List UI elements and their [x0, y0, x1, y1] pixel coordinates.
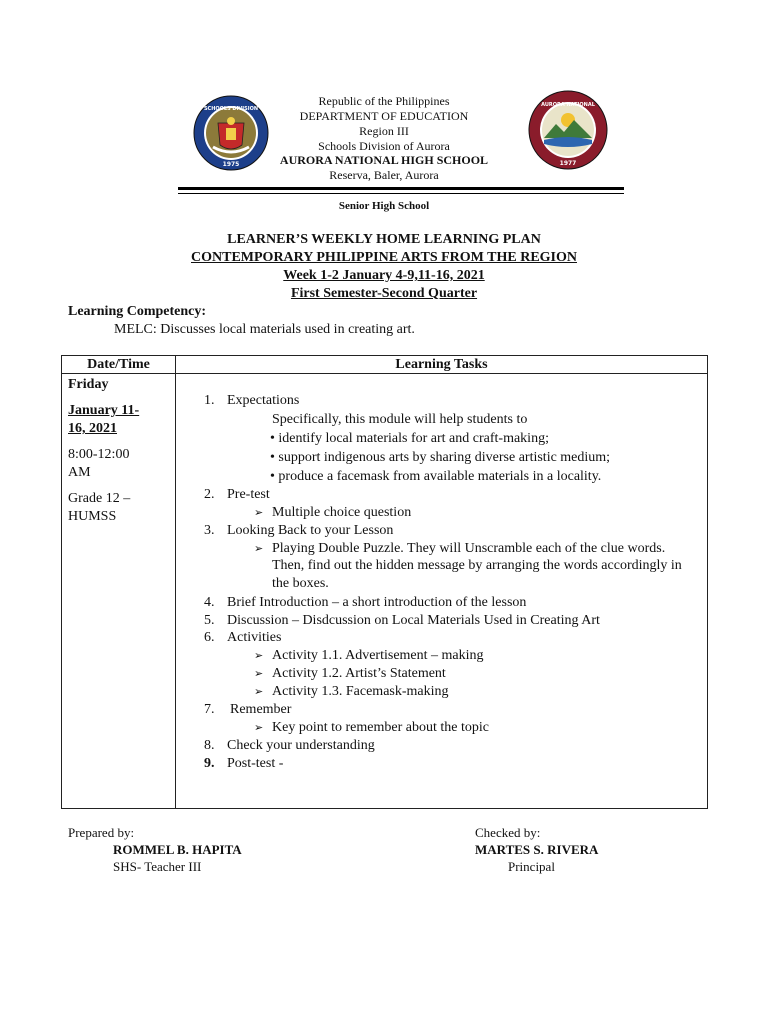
department-line: DEPARTMENT OF EDUCATION — [299, 109, 469, 123]
activity-item: Activity 1.3. Facemask-making — [272, 684, 449, 699]
plan-title: LEARNER’S WEEKLY HOME LEARNING PLAN — [227, 232, 541, 247]
day-label: Friday — [68, 377, 109, 392]
remember-subitem: Key point to remember about the topic — [272, 720, 489, 735]
division-line: Schools Division of Aurora — [318, 139, 450, 153]
svg-text:AURORA NATIONAL: AURORA NATIONAL — [541, 102, 595, 108]
arrow-bullet-icon: ➢ — [254, 722, 264, 734]
prepared-by-title: SHS- Teacher III — [113, 859, 202, 874]
arrow-bullet-icon: ➢ — [254, 668, 264, 680]
school-level: Senior High School — [338, 200, 430, 212]
task-number: 1. — [204, 393, 215, 408]
task-number: 4. — [204, 595, 215, 610]
school-address: Reserva, Baler, Aurora — [329, 168, 439, 182]
date-time-cell — [62, 374, 176, 809]
region-line: Region III — [359, 124, 409, 138]
svg-text:1975: 1975 — [222, 161, 240, 168]
week-title: Week 1-2 January 4-9,11-16, 2021 — [283, 268, 485, 283]
expectation-bullet: • identify local materials for art and craft-making; — [270, 431, 549, 446]
arrow-bullet-icon: ➢ — [254, 686, 264, 698]
checked-by-title: Principal — [508, 859, 555, 874]
task-expectations: Expectations — [227, 393, 300, 408]
activity-item: Activity 1.2. Artist’s Statement — [272, 666, 446, 681]
checked-by-label: Checked by: — [475, 825, 541, 840]
date-line-2: 16, 2021 — [68, 421, 117, 436]
looking-back-subitem: Playing Double Puzzle. They will Unscramble each of the clue words. — [272, 541, 666, 556]
looking-back-subitem-cont: the boxes. — [272, 576, 329, 591]
expectation-bullet: • support indigenous arts by sharing diverse artistic medium; — [270, 450, 611, 465]
prepared-by-label: Prepared by: — [68, 825, 135, 840]
grade-line-2: HUMSS — [68, 509, 117, 524]
svg-text:SCHOOLS DIVISION: SCHOOLS DIVISION — [203, 106, 259, 112]
task-pretest: Pre-test — [227, 487, 270, 502]
subject-title: CONTEMPORARY PHILIPPINE ARTS FROM THE REGION — [191, 250, 577, 265]
task-number: 7. — [204, 702, 215, 717]
prepared-by-name: ROMMEL B. HAPITA — [113, 842, 242, 857]
task-discussion: Discussion – Disdcussion on Local Materials Used in Creating Art — [227, 613, 600, 628]
school-name: AURORA NATIONAL HIGH SCHOOL — [279, 153, 489, 167]
learning-tasks-cell — [176, 374, 708, 809]
republic-line: Republic of the Philippines — [318, 94, 450, 108]
task-post-test: Post-test - — [227, 756, 284, 771]
arrow-bullet-icon: ➢ — [254, 543, 264, 555]
time-line-2: AM — [68, 465, 91, 480]
grade-line-1: Grade 12 – — [68, 491, 131, 506]
arrow-bullet-icon: ➢ — [254, 507, 264, 519]
task-remember: Remember — [230, 702, 292, 717]
looking-back-subitem-cont: Then, find out the hidden message by arranging the words accordingly in — [272, 558, 682, 573]
quarter-title: First Semester-Second Quarter — [290, 286, 478, 301]
task-number: 5. — [204, 613, 215, 628]
time-line-1: 8:00-12:00 — [68, 447, 130, 462]
activity-item: Activity 1.1. Advertisement – making — [272, 648, 484, 663]
learning-tasks-header: Learning Tasks — [176, 356, 708, 374]
task-number: 6. — [204, 630, 215, 645]
header-rule-thin — [178, 193, 624, 194]
task-number: 2. — [204, 487, 215, 502]
learning-plan-table — [61, 355, 708, 809]
task-number: 3. — [204, 523, 215, 538]
melc-text: MELC: Discusses local materials used in creating art. — [114, 322, 415, 337]
task-number: 8. — [204, 738, 215, 753]
task-brief-introduction: Brief Introduction – a short introduction of the lesson — [227, 595, 527, 610]
pretest-subitem: Multiple choice question — [272, 505, 412, 520]
task-check-understanding: Check your understanding — [227, 738, 375, 753]
task-activities: Activities — [227, 630, 282, 645]
task-number: 9. — [204, 756, 215, 771]
expectations-intro: Specifically, this module will help students to — [272, 412, 528, 427]
date-time-header: Date/Time — [62, 356, 176, 374]
date-line-1: January 11- — [68, 403, 140, 418]
task-looking-back: Looking Back to your Lesson — [227, 523, 394, 538]
checked-by-name: MARTES S. RIVERA — [475, 842, 599, 857]
arrow-bullet-icon: ➢ — [254, 650, 264, 662]
competency-heading: Learning Competency: — [68, 304, 207, 319]
expectation-bullet: • produce a facemask from available materials in a locality. — [270, 469, 602, 484]
svg-text:1977: 1977 — [559, 160, 577, 167]
header-rule-thick — [178, 187, 624, 190]
